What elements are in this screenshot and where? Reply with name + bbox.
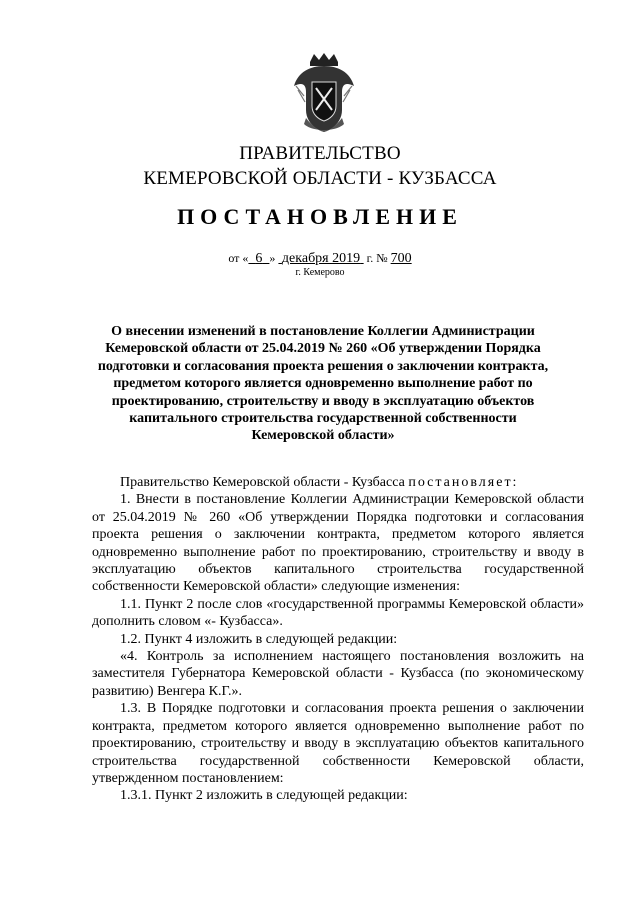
coat-of-arms-emblem [292, 52, 356, 134]
org-name-line2: КЕМЕРОВСКОЙ ОБЛАСТИ - КУЗБАССА [143, 168, 497, 189]
date-mid: » [269, 251, 276, 265]
paragraph-4-quote: «4. Контроль за исполнением настоящего постановления возложить на заместителя Губернатора Кемеровской области - Кузбасса (по экономическому развитию) Венгера К.Г.». [92, 649, 584, 699]
date-year-suffix: г. [366, 251, 374, 265]
number-sign: № [376, 251, 388, 265]
document-city: г. Кемерово [295, 267, 345, 278]
date-day: 6 [255, 251, 263, 266]
document-type-title: ПОСТАНОВЛЕНИЕ [177, 204, 463, 229]
paragraph-1-3: 1.3. В Порядке подготовки и согласования проекта решения о заключении контракта, предметом которого является одновременно выполнение работ по проектированию, строительству и вводу в эксплуатацию объектов капитального строительства государственной собственности Кемеровской области, утвержденном постановлением: [92, 701, 584, 786]
paragraph-1-1: 1.1. Пункт 2 после слов «государственной программы Кемеровской области» дополнить словом «- Кузбасса». [92, 596, 584, 630]
org-name-line1: ПРАВИТЕЛЬСТВО [239, 143, 401, 164]
paragraph-1-2: 1.2. Пункт 4 изложить в следующей редакции: [120, 631, 398, 647]
date-month-year: декабря 2019 [281, 251, 361, 266]
paragraph-1-3-1: 1.3.1. Пункт 2 изложить в следующей редакции: [120, 788, 408, 804]
document-body [92, 474, 584, 805]
intro-paragraph: Правительство Кемеровской области - Кузбасса постановляет: [120, 475, 519, 490]
document-number: 700 [390, 251, 412, 266]
date-prefix: от « [228, 251, 249, 265]
document-heading: О внесении изменений в постановление Коллегии Администрации Кемеровской области от 25.04.2019 № 260 «Об утверждении Порядка подготовки и согласования проекта решения о заключении контракта, предметом которого является одновременно выполнение работ по проектированию, строительству и вводу в эксплуатацию объектов капитального строительства государственной собственности Кемеровской области» [97, 324, 549, 444]
paragraph-1: 1. Внести в постановление Коллегии Администрации Кемеровской области от 25.04.2019 № 260 «Об утверждении Порядка подготовки и согласования проекта решения о заключении контракта, предметом которого является одновременно выполнение работ по проектированию, строительству и вводу в эксплуатацию объектов капитального строительства государственной собственности Кемеровской области» следующие изменения: [92, 492, 584, 595]
document-dateline [0, 250, 640, 267]
